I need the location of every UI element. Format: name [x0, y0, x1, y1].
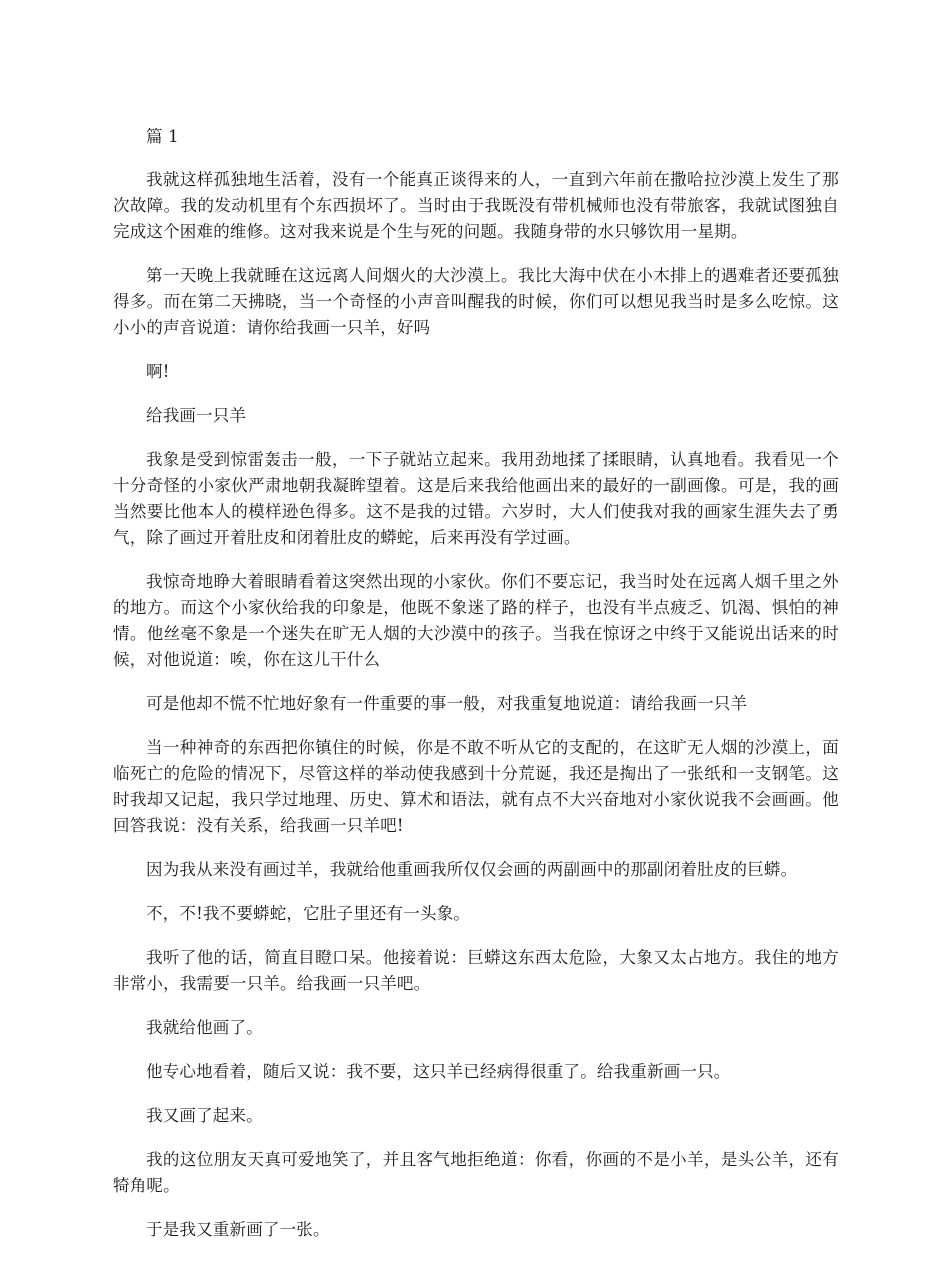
document-page — [113, 124, 839, 1261]
paragraph-10: 不，不!我不要蟒蛇，它肚子里还有一头象。 — [146, 904, 471, 923]
paragraph-14: 我又画了起来。 — [146, 1106, 263, 1125]
paragraph-2: 第一天晚上我就睡在这远离人间烟火的大沙漠上。我比大海中伏在小木排上的遇难者还要孤独得多。而在第二天拂晓，当一个奇怪的小声音叫醒我的时候，你们可以想见我当时是多么吃惊。这小小的声音说道：请你给我画一只羊，好吗 — [113, 266, 839, 337]
paragraph-15: 我的这位朋友天真可爱地笑了，并且客气地拒绝道：你看，你画的不是小羊，是头公羊，还有犄角呢。 — [113, 1150, 839, 1195]
paragraph-6: 我惊奇地睁大着眼睛看着这突然出现的小家伙。你们不要忘记，我当时处在远离人烟千里之外的地方。而这个小家伙给我的印象是，他既不象迷了路的样子，也没有半点疲乏、饥渴、惧怕的神情。他丝毫不象是一个迷失在旷无人烟的大沙漠中的孩子。当我在惊讶之中终于又能说出话来的时候，对他说道：唉，你在这儿干什么 — [113, 572, 839, 669]
paragraph-1: 我就这样孤独地生活着，没有一个能真正谈得来的人，一直到六年前在撒哈拉沙漠上发生了那次故障。我的发动机里有个东西损坏了。当时由于我既没有带机械师也没有带旅客，我就试图独自完成这个困难的维修。这对我来说是个生与死的问题。我随身带的水只够饮用一星期。 — [113, 170, 839, 241]
paragraph-11: 我听了他的话，简直目瞪口呆。他接着说：巨蟒这东西太危险，大象又太占地方。我住的地方非常小，我需要一只羊。给我画一只羊吧。 — [113, 948, 839, 993]
paragraph-3: 啊! — [146, 362, 170, 381]
paragraph-7: 可是他却不慌不忙地好象有一件重要的事一般，对我重复地说道：请给我画一只羊 — [146, 694, 748, 713]
paragraph-5: 我象是受到惊雷轰击一般，一下子就站立起来。我用劲地揉了揉眼睛，认真地看。我看见一个十分奇怪的小家伙严肃地朝我凝眸望着。这是后来我给他画出来的最好的一副画像。可是，我的画当然要比他本人的模样逊色得多。这不是我的过错。六岁时，大人们使我对我的画家生涯失去了勇气，除了画过开着肚皮和闭着肚皮的蟒蛇，后来再没有学过画。 — [113, 450, 839, 547]
paragraph-12: 我就给他画了。 — [146, 1018, 263, 1037]
paragraph-13: 他专心地看着，随后又说：我不要，这只羊已经病得很重了。给我重新画一只。 — [146, 1062, 731, 1081]
paragraph-4: 给我画一只羊 — [146, 406, 247, 425]
section-heading: 篇 1 — [146, 127, 179, 146]
paragraph-8: 当一种神奇的东西把你镇住的时候，你是不敢不听从它的支配的，在这旷无人烟的沙漠上，面临死亡的危险的情况下，尽管这样的举动使我感到十分荒诞，我还是掏出了一张纸和一支钢笔。这时我却又记起，我只学过地理、历史、算术和语法，就有点不大兴奋地对小家伙说我不会画画。他回答我说：没有关系，给我画一只羊吧! — [113, 738, 839, 835]
paragraph-16: 于是我又重新画了一张。 — [146, 1220, 330, 1239]
paragraph-9: 因为我从来没有画过羊，我就给他重画我所仅仅会画的两副画中的那副闭着肚皮的巨蟒。 — [146, 860, 798, 879]
